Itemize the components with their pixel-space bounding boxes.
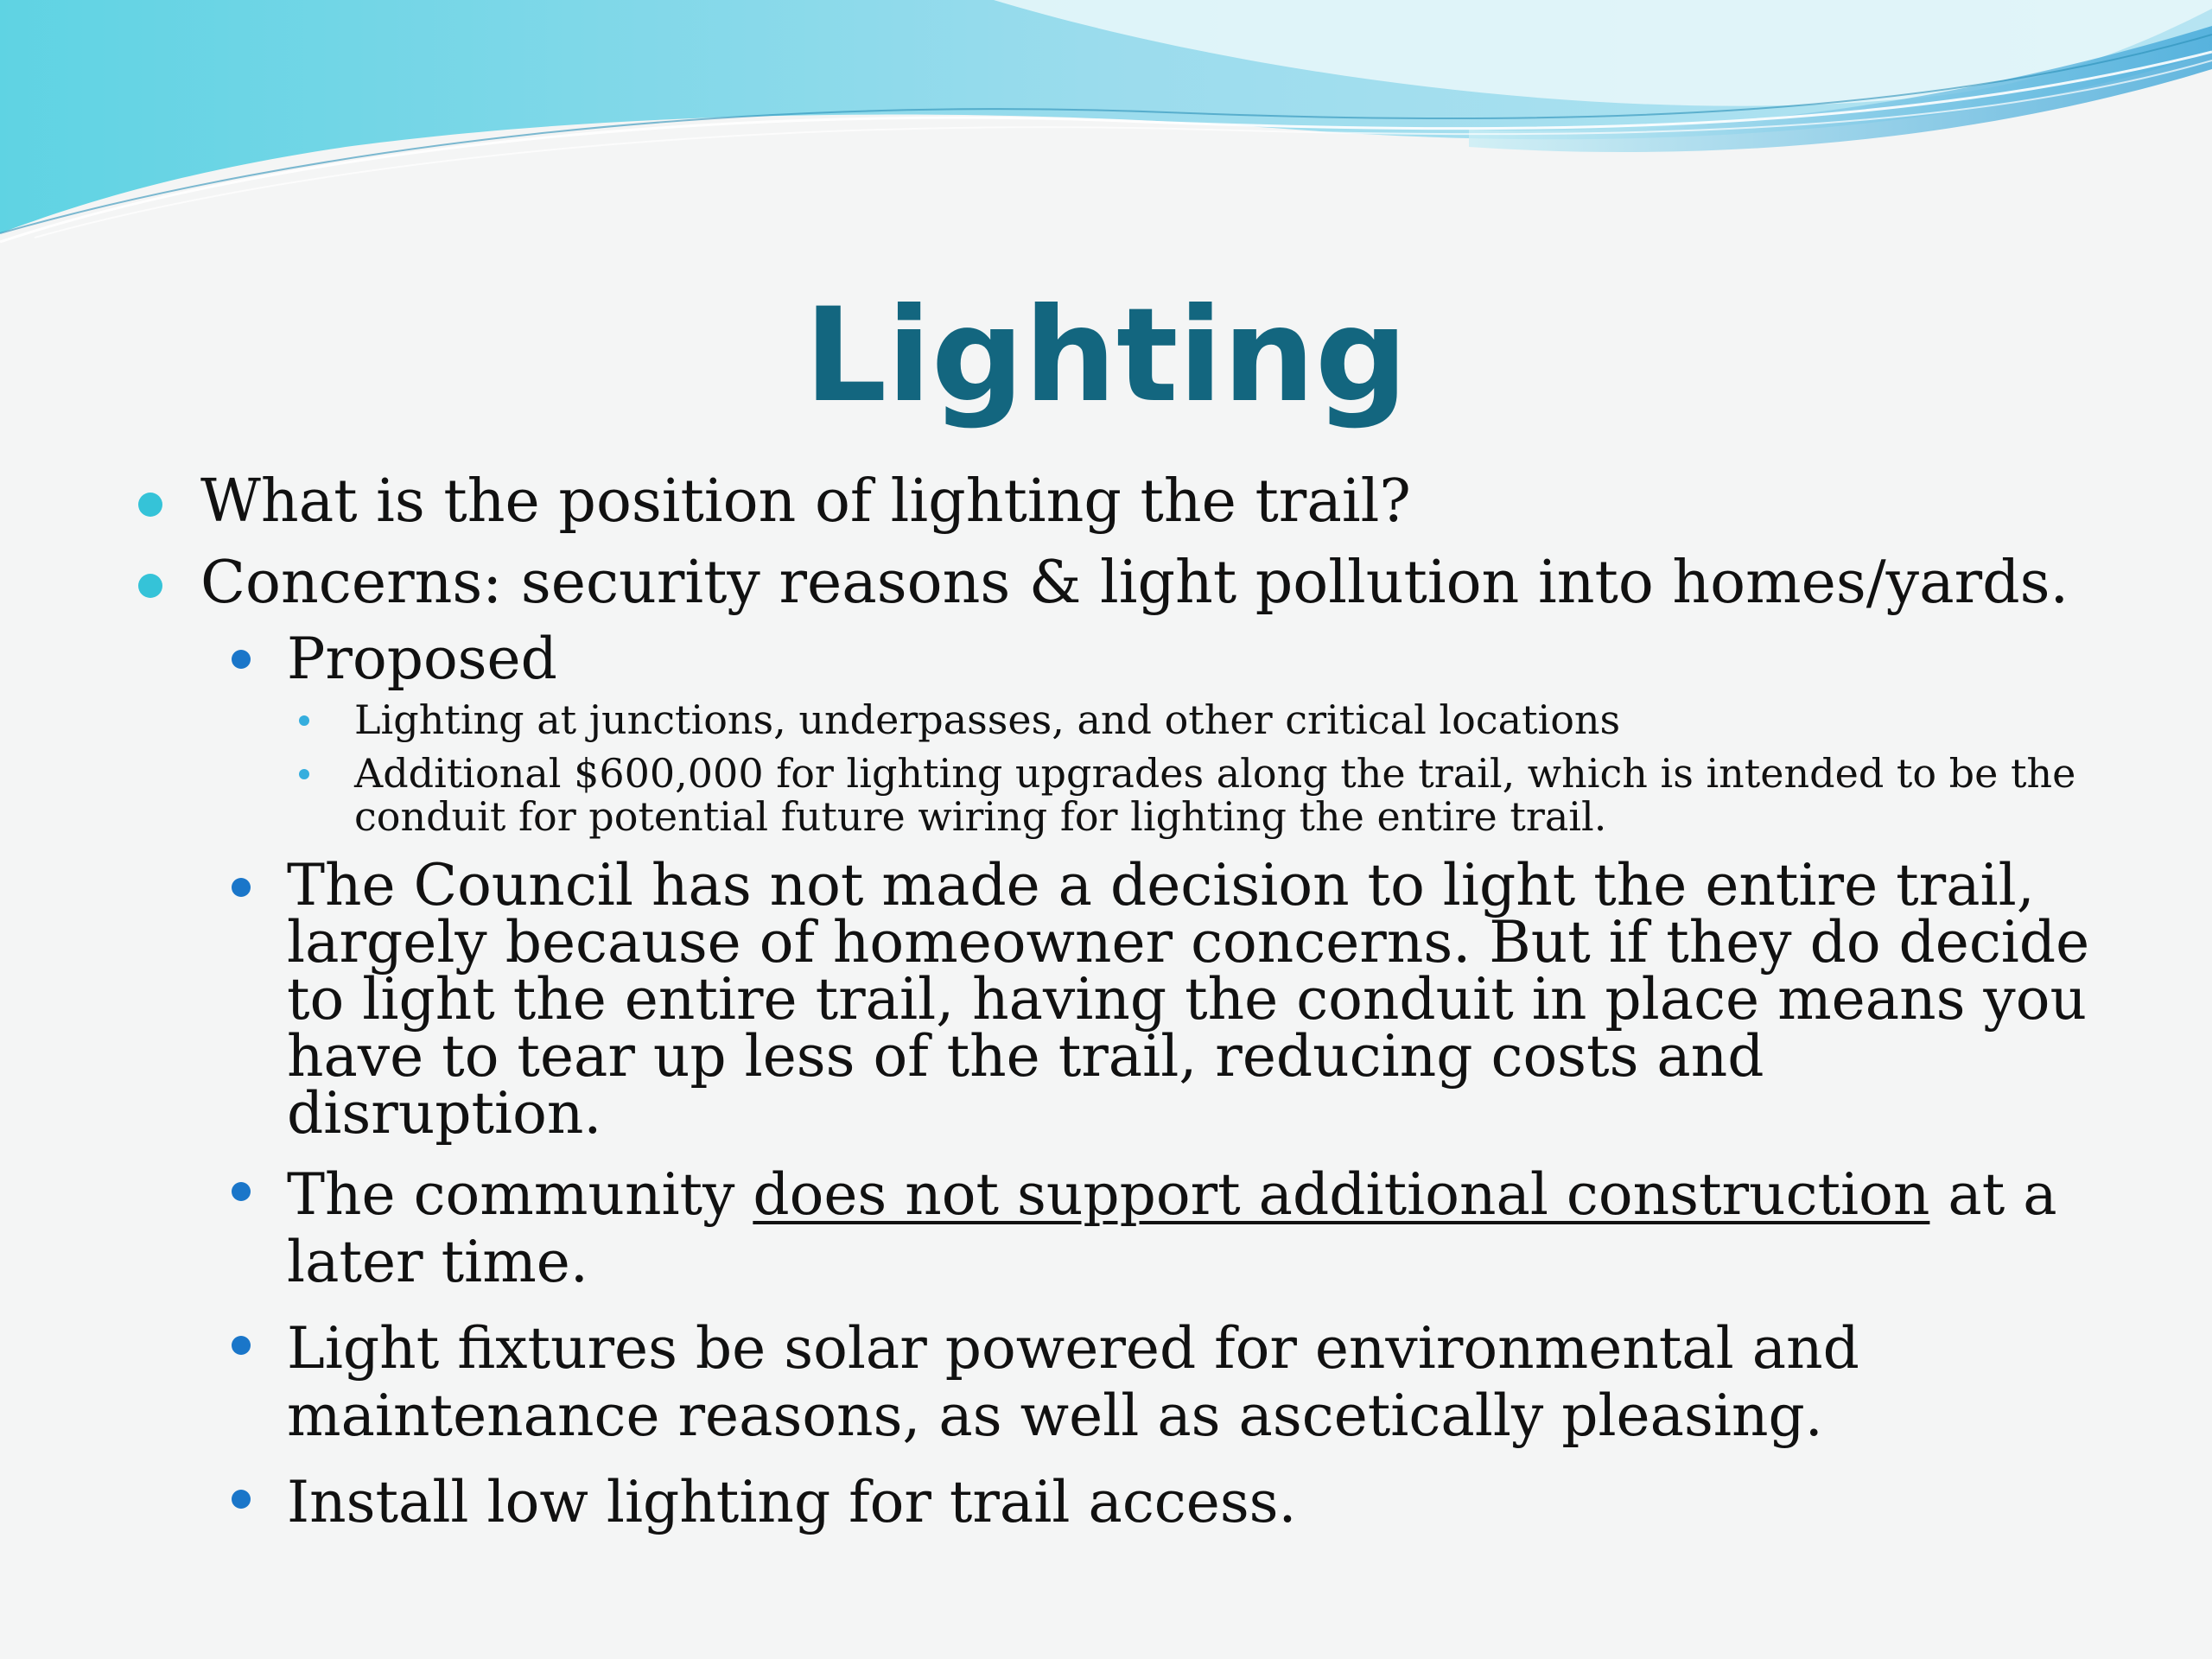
sub-bullet-item-proposed (138, 626, 2091, 692)
bullet-item (138, 467, 2091, 537)
bullet-dot-icon (232, 878, 251, 897)
bullet-text: What is the position of lighting the trail? (200, 467, 1411, 536)
bullet-dot-icon (232, 1336, 251, 1355)
bullet-text: The Council has not made a decision to light the entire trail, largely because of homeowner concerns. But if they do decide to light the entire trail, having the conduit in place means you have to tear up less of the trail, reducing costs and disruption. (287, 852, 2090, 1147)
bullet-item (138, 548, 2091, 619)
sub-bullet-item-community (138, 1161, 2091, 1296)
slide-body (138, 467, 2091, 1552)
bullet-text: Lighting at junctions, underpasses, and other critical locations (354, 696, 1621, 743)
sub-bullet-item-solar (138, 1315, 2091, 1450)
sub-bullet-item-low-lighting (138, 1469, 2091, 1536)
bullet-text: Light fixtures be solar powered for environmental and maintenance reasons, as well as ascetically pleasing. (287, 1315, 1859, 1449)
bullet-text: Install low lighting for trail access. (287, 1469, 1297, 1535)
sub-bullet-item-council (138, 852, 2091, 1147)
bullet-text-prefix: The community (287, 1161, 753, 1228)
sub-sub-bullet-item (138, 752, 2091, 838)
bullet-dot-icon (232, 1182, 251, 1201)
bullet-text-underlined: does not support additional construction (753, 1161, 1930, 1228)
bullet-list (138, 467, 2091, 1536)
sub-sub-bullet-item (138, 698, 2091, 741)
bullet-dot-icon (232, 650, 251, 669)
bullet-dot-icon (299, 769, 309, 779)
bullet-dot-icon (138, 574, 162, 598)
bullet-dot-icon (138, 493, 162, 517)
bullet-text: Proposed (287, 626, 557, 692)
header-wave-decoration (0, 0, 2212, 259)
slide-title: Lighting (804, 281, 1408, 431)
bullet-dot-icon (299, 715, 309, 726)
bullet-text-suffix: at a later time. (287, 1161, 2057, 1295)
bullet-text: Concerns: security reasons & light pollution into homes/yards. (200, 549, 2069, 617)
bullet-text: Additional $600,000 for lighting upgrades along the trail, which is intended to be the conduit for potential future wiring for lighting the entire trail. (354, 750, 2076, 840)
bullet-dot-icon (232, 1490, 251, 1509)
